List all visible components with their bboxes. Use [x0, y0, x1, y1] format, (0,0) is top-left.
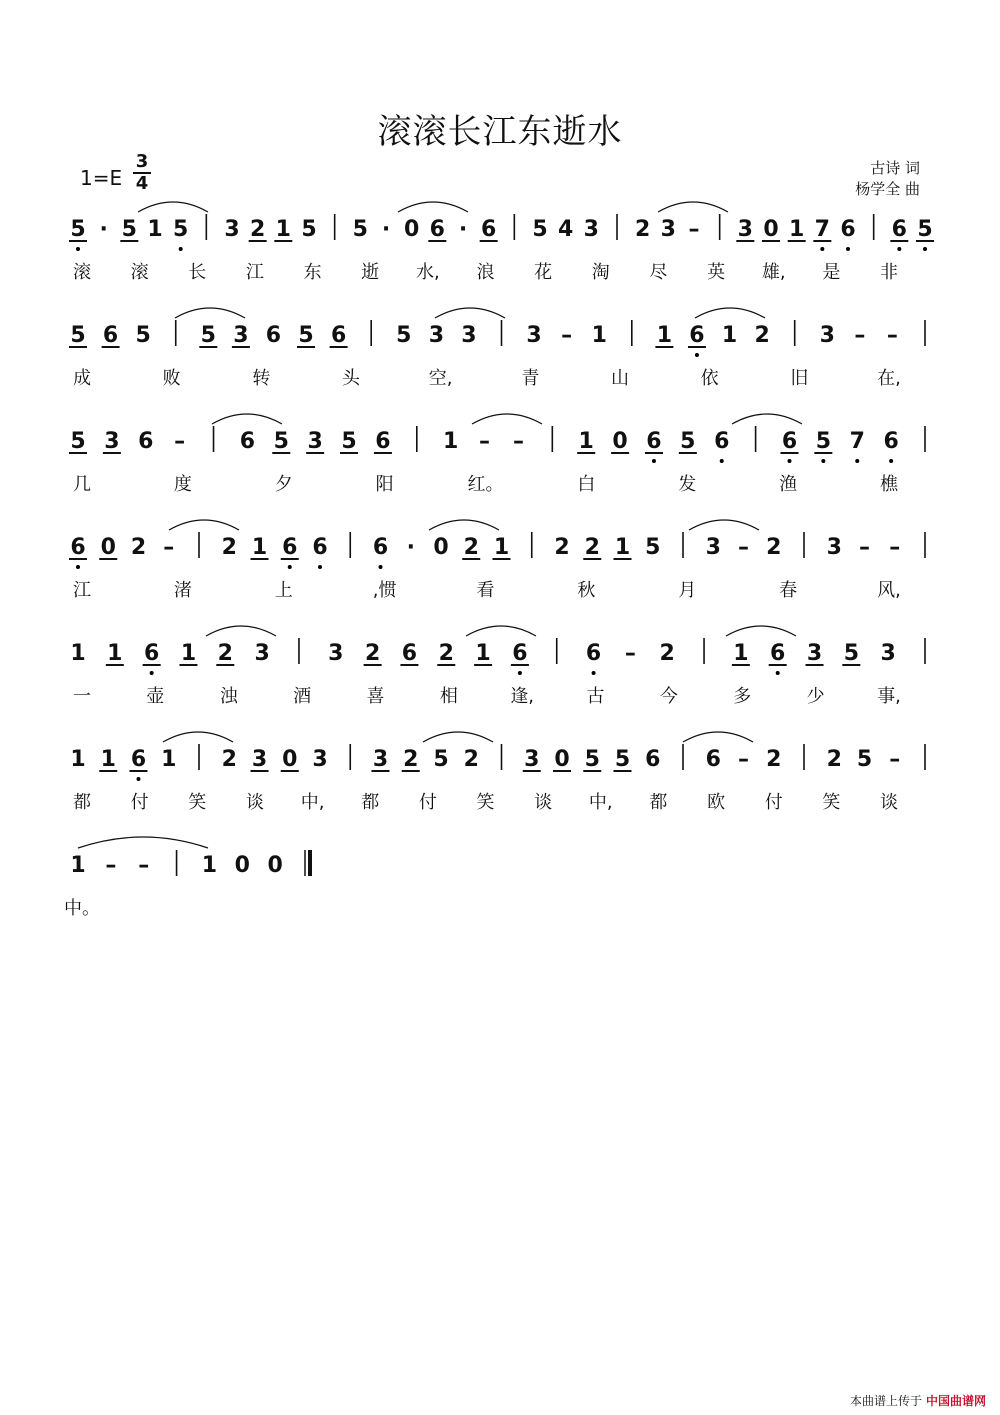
- composer-credit: 杨学全 曲: [855, 180, 920, 198]
- note: 0: [267, 853, 283, 878]
- low-octave-dot: [695, 353, 699, 357]
- lyricist-credit: 古诗 词: [870, 159, 920, 177]
- song-title: 滚滚长江东逝水: [377, 112, 623, 152]
- note: 1: [107, 641, 123, 666]
- dash-note: –: [688, 217, 700, 242]
- lyric-syllable: 空,: [428, 368, 453, 389]
- note: 5: [433, 747, 449, 772]
- note: 2: [463, 535, 479, 560]
- note: 2: [659, 641, 675, 666]
- note: 1: [161, 747, 177, 772]
- note: 0: [282, 747, 298, 772]
- note: 1: [789, 217, 805, 242]
- note: 1: [591, 323, 607, 348]
- note: 2: [217, 641, 233, 666]
- note: 1: [493, 535, 510, 560]
- slur: [138, 202, 208, 212]
- lyric-syllable: 酒: [293, 686, 312, 707]
- note: 0: [404, 217, 420, 242]
- note: 6: [375, 429, 391, 454]
- time-signature-top: 3: [135, 151, 149, 172]
- note: 3: [705, 535, 721, 560]
- lyric-syllable: 中。: [64, 898, 100, 919]
- dash-note: –: [105, 853, 117, 878]
- note: 1: [578, 429, 594, 454]
- note: 5: [584, 747, 600, 772]
- footer: [850, 1392, 986, 1409]
- lyric-syllable: 春: [779, 580, 798, 601]
- lyric-syllable: 谈: [245, 792, 264, 813]
- low-octave-dot: [652, 459, 656, 463]
- note: 0: [763, 217, 779, 242]
- low-octave-dot: [318, 565, 322, 569]
- lyric-syllable: 滚: [130, 262, 149, 283]
- note: 6: [645, 747, 661, 772]
- note: 6: [401, 641, 418, 666]
- note: 6: [429, 217, 445, 242]
- lyric-syllable: 转: [252, 368, 271, 389]
- slur: [726, 626, 796, 636]
- lyric-syllable: 发: [678, 474, 697, 495]
- note: 6: [312, 535, 328, 560]
- dash-note: –: [624, 641, 636, 666]
- low-octave-dot: [518, 671, 522, 675]
- note: 2: [364, 641, 381, 666]
- note: 2: [766, 535, 782, 560]
- lyric-syllable: 渔: [779, 474, 798, 495]
- upload-note: 本曲谱上传于: [849, 1394, 922, 1408]
- lyric-syllable: 喜: [366, 686, 385, 707]
- note: 6: [840, 217, 856, 242]
- note: 1: [180, 641, 197, 666]
- note: 6: [891, 217, 907, 242]
- lyric-syllable: 谈: [880, 792, 898, 813]
- site-logo: 中国曲谱网: [925, 1394, 986, 1408]
- lyric-syllable: 长: [188, 262, 207, 283]
- lyric-syllable: 夕: [274, 474, 293, 495]
- lyric-syllable: 樵: [880, 474, 898, 495]
- note: 0: [234, 853, 250, 878]
- note: 3: [428, 323, 445, 348]
- lyric-syllable: 少: [806, 686, 825, 707]
- dash-note: –: [163, 535, 175, 560]
- note: 5: [680, 429, 696, 454]
- note: 2: [766, 747, 782, 772]
- lyric-syllable: 非: [880, 262, 898, 283]
- note: 1: [201, 853, 218, 878]
- augmentation-dot: ·: [99, 217, 108, 242]
- dash-note: –: [561, 323, 573, 348]
- lyric-syllable: 阳: [375, 474, 394, 495]
- slur: [695, 308, 765, 318]
- note: 1: [100, 747, 116, 772]
- lyric-syllable: 相: [439, 686, 458, 707]
- slur: [683, 732, 753, 742]
- dash-note: –: [174, 429, 186, 454]
- note: 2: [438, 641, 454, 666]
- lyric-syllable: 淘: [591, 262, 610, 283]
- note: 4: [558, 217, 574, 242]
- note: 3: [251, 747, 268, 772]
- dash-note: –: [859, 535, 870, 560]
- lyric-syllable: 都: [361, 792, 380, 813]
- note: 6: [372, 535, 389, 560]
- lyric-syllable: 多: [733, 686, 752, 707]
- lyric-syllable: 月: [678, 580, 697, 601]
- note: 6: [705, 747, 721, 772]
- note: 0: [100, 535, 116, 560]
- note: 0: [433, 535, 449, 560]
- note: 6: [781, 429, 798, 454]
- note: 1: [70, 853, 86, 878]
- low-octave-dot: [179, 247, 183, 251]
- dash-note: –: [479, 429, 491, 454]
- slur: [423, 732, 493, 742]
- note: 2: [826, 747, 842, 772]
- low-octave-dot: [288, 565, 292, 569]
- augmentation-dot: ·: [458, 217, 468, 242]
- note: 5: [917, 217, 933, 242]
- lyric-syllable: 成: [73, 368, 91, 389]
- note: 6: [265, 323, 282, 348]
- time-signature-bottom: 4: [135, 173, 149, 194]
- note: 0: [554, 747, 570, 772]
- note: 2: [221, 747, 237, 772]
- lyric-syllable: 滚: [73, 262, 91, 283]
- note: 5: [200, 323, 216, 348]
- lyric-syllable: 付: [764, 792, 783, 813]
- augmentation-dot: ·: [406, 535, 415, 560]
- note: 1: [147, 217, 163, 242]
- note: 1: [656, 323, 673, 348]
- lyric-syllable: 英: [707, 262, 726, 283]
- lyric-syllable: 逢,: [510, 686, 535, 707]
- lyric-syllable: 中,: [300, 792, 325, 813]
- note: 5: [341, 429, 357, 454]
- note: 6: [70, 535, 86, 560]
- low-octave-dot: [820, 247, 824, 251]
- slur: [658, 202, 728, 212]
- slur: [435, 308, 505, 318]
- note: 5: [301, 217, 317, 242]
- low-octave-dot: [855, 459, 859, 463]
- lyric-syllable: 花: [534, 262, 553, 283]
- lyric-syllable: 壶: [146, 686, 165, 707]
- low-octave-dot: [592, 671, 596, 675]
- note: 6: [330, 323, 347, 348]
- note: 5: [815, 429, 832, 454]
- lyric-syllable: 谈: [534, 792, 553, 813]
- note: 3: [737, 217, 753, 242]
- note: 1: [475, 641, 491, 666]
- low-octave-dot: [897, 247, 901, 251]
- note: 3: [461, 323, 477, 348]
- lyric-syllable: 江: [245, 262, 264, 283]
- note: 6: [512, 641, 528, 666]
- augmentation-dot: ·: [381, 217, 391, 242]
- slur: [429, 520, 499, 530]
- note: 3: [819, 323, 835, 348]
- lyric-syllable: 逝: [361, 262, 380, 283]
- slur: [212, 414, 282, 424]
- note: 6: [585, 641, 602, 666]
- slur: [689, 520, 759, 530]
- note: 3: [312, 747, 328, 772]
- low-octave-dot: [846, 247, 850, 251]
- lyric-syllable: 秋: [577, 580, 596, 601]
- note: 6: [102, 323, 119, 348]
- note: 1: [251, 535, 268, 560]
- note: 6: [481, 217, 497, 242]
- note: 2: [403, 747, 419, 772]
- note: 5: [173, 217, 189, 242]
- note: 3: [524, 747, 540, 772]
- note: 5: [135, 323, 151, 348]
- lyric-syllable: 红。: [467, 474, 504, 495]
- lyric-syllable: 尽: [649, 262, 668, 283]
- note: 5: [70, 217, 86, 242]
- lyric-syllable: 今: [659, 686, 678, 707]
- note: 5: [70, 429, 86, 454]
- low-octave-dot: [923, 247, 927, 251]
- lyric-syllable: 古: [586, 686, 605, 707]
- lyric-syllable: 几: [73, 474, 91, 495]
- note: 5: [614, 747, 631, 772]
- note: 6: [689, 323, 705, 348]
- note: 5: [532, 217, 548, 242]
- dash-note: –: [886, 323, 898, 348]
- lyric-syllable: 浪: [476, 262, 495, 283]
- lyric-syllable: 东: [303, 262, 322, 283]
- lyric-syllable: 欧: [707, 792, 726, 813]
- slur: [398, 202, 468, 212]
- note: 7: [849, 429, 865, 454]
- slur: [732, 414, 802, 424]
- note: 6: [138, 429, 154, 454]
- lyric-syllable: 水,: [415, 262, 440, 283]
- slur: [78, 837, 208, 848]
- lyric-syllable: 看: [476, 580, 495, 601]
- note: 1: [733, 641, 749, 666]
- note: 1: [70, 747, 86, 772]
- note: 6: [282, 535, 298, 560]
- lyric-syllable: 上: [274, 580, 293, 601]
- dash-note: –: [854, 323, 866, 348]
- lyric-syllable: 风,: [877, 580, 901, 601]
- dash-note: –: [738, 747, 749, 772]
- lyric-syllable: 付: [418, 792, 437, 813]
- lyric-syllable: 事,: [877, 686, 901, 707]
- lyric-syllable: ,惯: [372, 580, 397, 601]
- note: 2: [584, 535, 600, 560]
- slur: [466, 626, 536, 636]
- note: 3: [307, 429, 323, 454]
- note: 3: [583, 217, 599, 242]
- note: 5: [121, 217, 137, 242]
- lyric-syllable: 笑: [188, 792, 207, 813]
- note: 2: [221, 535, 237, 560]
- note: 5: [352, 217, 368, 242]
- low-octave-dot: [137, 777, 141, 781]
- low-octave-dot: [821, 459, 825, 463]
- note: 6: [143, 641, 160, 666]
- dash-note: –: [889, 535, 901, 560]
- slur: [206, 626, 276, 636]
- note: 5: [298, 323, 314, 348]
- note: 1: [70, 641, 86, 666]
- lyric-syllable: 是: [822, 262, 841, 283]
- note: 3: [806, 641, 823, 666]
- lyric-syllable: 头: [342, 368, 360, 389]
- note: 2: [463, 747, 479, 772]
- note: 3: [526, 323, 542, 348]
- note: 6: [646, 429, 662, 454]
- note: 7: [814, 217, 830, 242]
- note: 0: [612, 429, 628, 454]
- lyric-syllable: 青: [521, 368, 540, 389]
- lyric-syllable: 白: [577, 474, 596, 495]
- lyric-syllable: 笑: [476, 792, 495, 813]
- dash-note: –: [889, 747, 901, 772]
- slur: [163, 732, 233, 742]
- lyric-syllable: 在,: [877, 368, 901, 389]
- low-octave-dot: [787, 459, 791, 463]
- slur: [175, 308, 245, 318]
- note: 3: [104, 429, 120, 454]
- note: 3: [233, 323, 249, 348]
- lyric-syllable: 旧: [790, 368, 809, 389]
- note: 2: [754, 323, 770, 348]
- note: 2: [250, 217, 266, 242]
- lyric-syllable: 都: [649, 792, 668, 813]
- note: 1: [721, 323, 738, 348]
- note: 5: [645, 535, 661, 560]
- note: 5: [396, 323, 412, 348]
- lyric-syllable: 渚: [173, 580, 192, 601]
- note: 3: [372, 747, 389, 772]
- note: 6: [714, 429, 730, 454]
- note: 5: [273, 429, 289, 454]
- lyric-syllable: 败: [162, 368, 181, 389]
- low-octave-dot: [76, 247, 80, 251]
- low-octave-dot: [76, 565, 80, 569]
- note: 5: [856, 747, 873, 772]
- key-signature: 1=E: [80, 166, 123, 190]
- low-octave-dot: [150, 671, 154, 675]
- note: 5: [70, 323, 86, 348]
- note: 1: [443, 429, 459, 454]
- low-octave-dot: [889, 459, 893, 463]
- note: 6: [770, 641, 786, 666]
- lyric-syllable: 笑: [822, 792, 841, 813]
- lyric-syllable: 都: [73, 792, 91, 813]
- lyric-syllable: 山: [611, 368, 629, 389]
- note: 6: [130, 747, 147, 772]
- lyric-syllable: 雄,: [761, 262, 786, 283]
- note: 3: [826, 535, 842, 560]
- low-octave-dot: [776, 671, 780, 675]
- slur: [472, 414, 542, 424]
- note: 2: [130, 535, 147, 560]
- note: 6: [883, 429, 899, 454]
- note: 1: [614, 535, 631, 560]
- lyric-syllable: 付: [130, 792, 149, 813]
- note: 5: [843, 641, 860, 666]
- note: 2: [635, 217, 651, 242]
- dash-note: –: [138, 853, 150, 878]
- lyric-syllable: 度: [173, 474, 192, 495]
- lyric-syllable: 依: [700, 368, 719, 389]
- low-octave-dot: [379, 565, 383, 569]
- lyric-syllable: 一: [73, 686, 91, 707]
- note: 3: [880, 641, 896, 666]
- note: 3: [224, 217, 240, 242]
- dash-note: –: [512, 429, 524, 454]
- lyric-syllable: 中,: [588, 792, 613, 813]
- note: 3: [254, 641, 270, 666]
- note: 3: [328, 641, 344, 666]
- dash-note: –: [738, 535, 749, 560]
- note: 3: [660, 217, 676, 242]
- low-octave-dot: [720, 459, 724, 463]
- slur: [169, 520, 239, 530]
- note: 6: [239, 429, 256, 454]
- note: 2: [554, 535, 570, 560]
- lyric-syllable: 江: [73, 580, 91, 601]
- lyric-syllable: 浊: [219, 686, 238, 707]
- note: 1: [275, 217, 291, 242]
